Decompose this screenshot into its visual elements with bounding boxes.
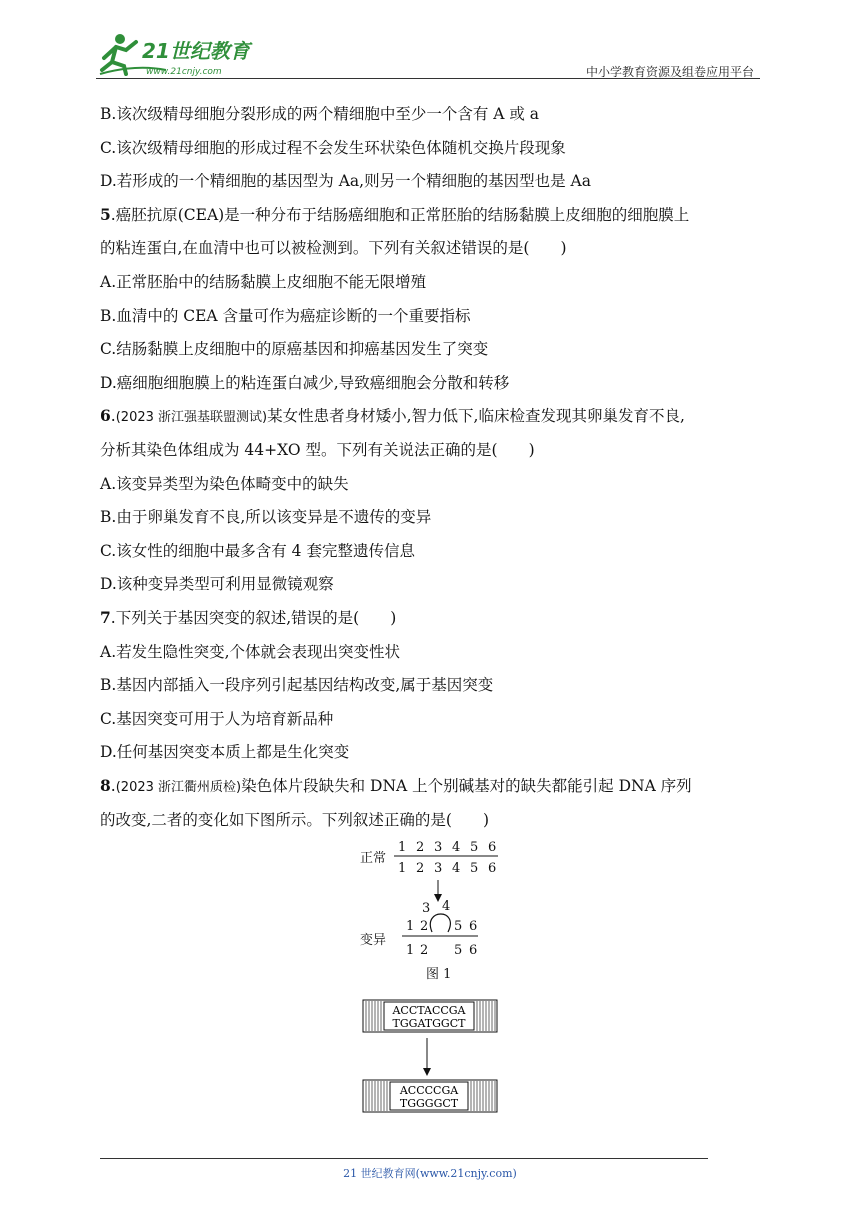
line-text: C.结肠黏膜上皮细胞中的原癌基因和抑癌基因发生了突变 xyxy=(100,340,489,359)
text-line xyxy=(100,642,400,662)
line-text: A.若发生隐性突变,个体就会表现出突变性状 xyxy=(100,642,401,661)
text-line xyxy=(100,406,685,428)
figure-1-chromosome-deletion xyxy=(356,836,506,984)
line-text: 的改变,二者的变化如下图所示。下列叙述正确的是( ) xyxy=(100,810,490,829)
normal-top-number: 2 xyxy=(416,840,425,855)
line-text: B.基因内部插入一段序列引起基因结构改变,属于基因突变 xyxy=(100,676,494,695)
header-platform-text: 中小学教育资源及组卷应用平台 xyxy=(585,65,754,79)
footer-divider xyxy=(100,1158,708,1159)
normal-bottom-number: 2 xyxy=(416,861,425,876)
line-text: B.血清中的 CEA 含量可作为癌症诊断的一个重要指标 xyxy=(100,306,471,325)
text-line xyxy=(100,608,396,628)
text-line xyxy=(100,440,535,460)
line-text: 分析其染色体组成为 44+XO 型。下列有关说法正确的是( ) xyxy=(100,441,535,459)
figure-1-arrowhead xyxy=(434,894,442,902)
mutant-bottom-number: 2 xyxy=(420,943,429,958)
line-text: A.该变异类型为染色体畸变中的缺失 xyxy=(100,474,349,493)
text-line xyxy=(100,709,333,729)
figure-2-base-deletion xyxy=(362,996,500,1116)
question-number: 7 xyxy=(100,608,111,627)
line-text: C.该次级精母细胞的形成过程不会发生环状染色体随机交换片段现象 xyxy=(100,138,566,157)
normal-bottom-number: 4 xyxy=(452,861,461,876)
mutant-bottom-number: 6 xyxy=(469,943,478,958)
line-text: C.基因突变可用于人为培育新品种 xyxy=(100,709,334,728)
mutant-top-number: 1 xyxy=(406,919,415,934)
line-text: D.癌细胞细胞膜上的粘连蛋白减少,导致癌细胞会分散和转移 xyxy=(100,373,510,392)
line-text: B.该次级精母细胞分裂形成的两个精细胞中至少一个含有 A 或 a xyxy=(100,105,540,123)
question-number: 6 xyxy=(100,406,111,426)
mutant-top-number: 2 xyxy=(420,919,429,934)
line-text: . xyxy=(110,777,116,795)
text-line xyxy=(100,810,489,830)
line-text: .癌胚抗原(CEA)是一种分布于结肠癌细胞和正常胚胎的结肠黏膜上皮细胞的细胞膜上 xyxy=(110,205,690,224)
line-text: 的粘连蛋白,在血清中也可以被检测到。下列有关叙述错误的是( ) xyxy=(100,239,567,258)
mutant-label: 变异 xyxy=(360,933,387,948)
normal-top-number: 4 xyxy=(452,840,461,855)
line-text: 某女性患者身材矮小,智力低下,临床检查发现其卵巢发育不良, xyxy=(267,407,685,426)
normal-top-number: 3 xyxy=(434,840,443,855)
normal-top-number: 1 xyxy=(398,840,407,855)
text-line xyxy=(100,474,349,494)
text-line xyxy=(100,171,591,191)
line-text: . xyxy=(110,407,116,426)
text-line xyxy=(100,373,509,393)
text-line xyxy=(100,675,493,695)
text-line xyxy=(100,205,689,225)
site-logo xyxy=(96,30,266,78)
figure-2-arrowhead xyxy=(423,1068,431,1076)
normal-bottom-number: 5 xyxy=(470,861,479,876)
text-line xyxy=(100,339,488,359)
mutant-top-number: 5 xyxy=(454,919,463,934)
normal-top-number: 5 xyxy=(470,840,479,855)
dna-mutant-strand-1: ACCCCGA xyxy=(399,1084,459,1097)
dna-original-strand-1: ACCTACCGA xyxy=(392,1004,466,1017)
line-text: B.由于卵巢发育不良,所以该变异是不遗传的变异 xyxy=(100,508,432,527)
normal-top-number: 6 xyxy=(488,840,497,855)
text-line xyxy=(100,507,431,527)
normal-bottom-number: 1 xyxy=(398,861,407,876)
dna-mutant-strand-2: TGGGGCT xyxy=(399,1097,459,1110)
question-source: (2023 浙江强基联盟测试) xyxy=(115,410,268,426)
text-line xyxy=(100,138,566,158)
figure-1-caption: 图 1 xyxy=(426,967,452,982)
normal-label: 正常 xyxy=(360,851,387,866)
text-line xyxy=(100,272,426,292)
text-line xyxy=(100,104,539,124)
line-text: D.任何基因突变本质上都是生化突变 xyxy=(100,743,350,762)
logo-text: 21世纪教育 xyxy=(142,39,250,63)
dna-original-strand-2: TGGATGGCT xyxy=(392,1017,466,1030)
mutant-bottom-number: 1 xyxy=(406,943,415,958)
text-line xyxy=(100,306,471,326)
line-text: C.该女性的细胞中最多含有 4 套完整遗传信息 xyxy=(100,541,415,560)
loop-number: 4 xyxy=(442,899,451,914)
page-footer: 21 世纪教育网(www.21cnjy.com) xyxy=(343,1167,517,1180)
mutant-top-number: 6 xyxy=(469,919,478,934)
text-line xyxy=(100,776,692,798)
deletion-loop xyxy=(430,914,450,932)
logo-url: www.21cnjy.com xyxy=(146,67,222,77)
normal-bottom-number: 3 xyxy=(434,861,443,876)
line-text: A.正常胚胎中的结肠黏膜上皮细胞不能无限增殖 xyxy=(100,273,427,291)
question-number: 8 xyxy=(100,776,111,795)
line-text: D.该种变异类型可利用显微镜观察 xyxy=(100,575,334,594)
question-number: 5 xyxy=(100,204,111,224)
mutant-bottom-number: 5 xyxy=(454,943,463,958)
header-divider xyxy=(96,78,760,79)
text-line xyxy=(100,574,334,594)
text-line xyxy=(100,238,567,258)
page-header xyxy=(96,30,760,80)
line-text: .下列关于基因突变的叙述,错误的是( ) xyxy=(110,609,397,627)
line-text: D.若形成的一个精细胞的基因型为 Aa,则另一个精细胞的基因型也是 Aa xyxy=(100,172,591,191)
question-source: (2023 浙江衢州质检) xyxy=(115,780,242,795)
text-line xyxy=(100,541,415,561)
text-line xyxy=(100,742,349,762)
normal-bottom-number: 6 xyxy=(488,861,497,876)
loop-number: 3 xyxy=(422,901,431,916)
line-text: 染色体片段缺失和 DNA 上个别碱基对的缺失都能引起 DNA 序列 xyxy=(241,777,692,795)
